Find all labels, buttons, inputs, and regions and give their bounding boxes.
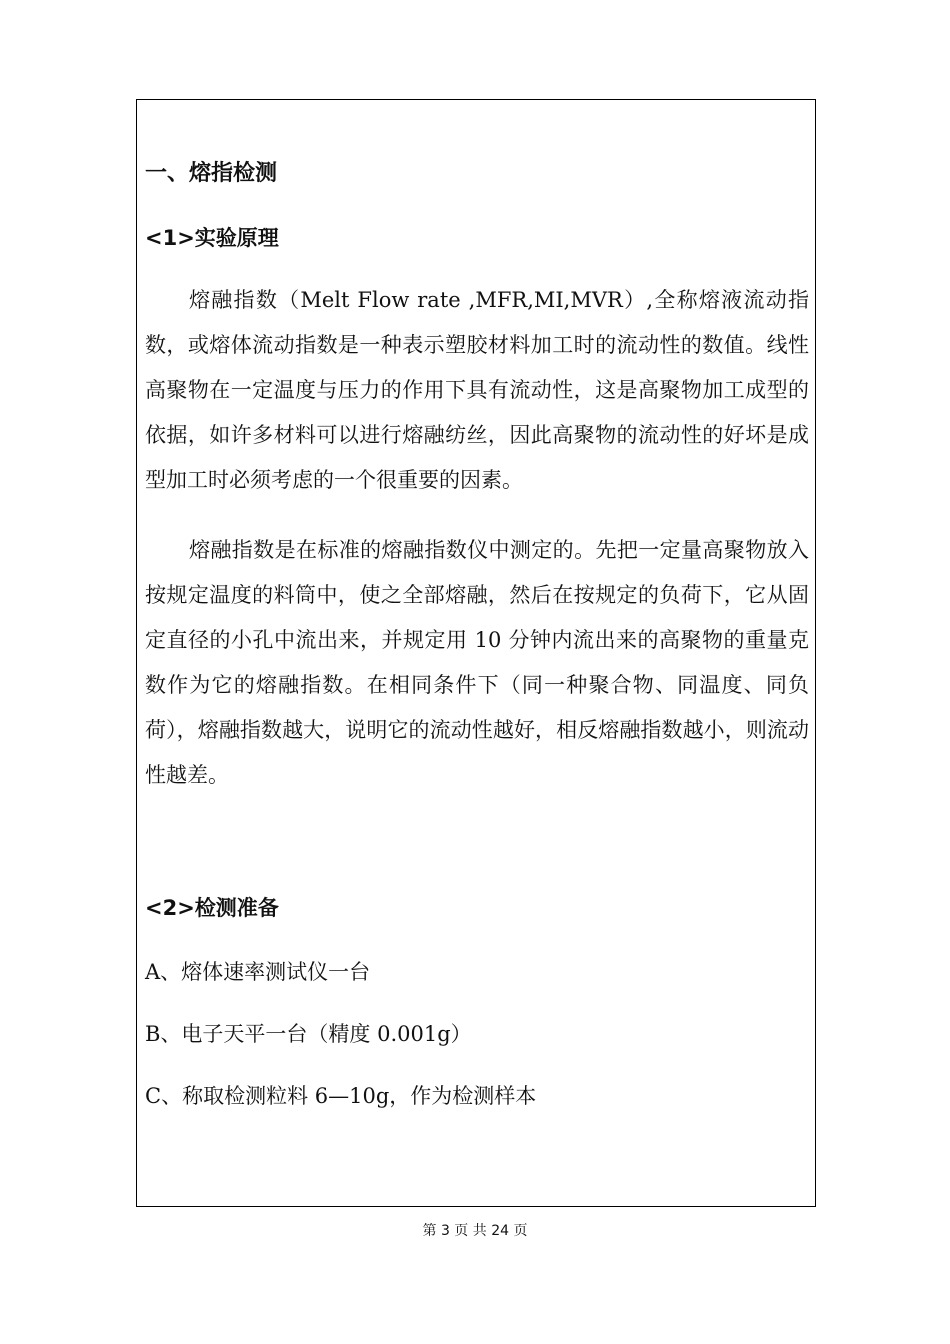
principle-paragraph-1: 熔融指数（Melt Flow rate ,MFR,MI,MVR）,全称熔液流动指数，或熔体流动指数是一种表示塑胶材料加工时的流动性的数值。线性高聚物在一定温度与压力的作用下具有流动性，这是高聚物加工成型的依据，如许多材料可以进行熔融纺丝，因此高聚物的流动性的好坏是成型加工时必须考虑的一个很重要的因素。 bbox=[145, 288, 809, 492]
page-footer: 第 3 页 共 24 页 bbox=[422, 1223, 528, 1239]
preparation-heading: <2>检测准备 bbox=[145, 896, 279, 920]
principle-heading: <1>实验原理 bbox=[145, 226, 279, 250]
principle-paragraph-2: 熔融指数是在标准的熔融指数仪中测定的。先把一定量高聚物放入按规定温度的料筒中，使之全部熔融，然后在按规定的负荷下，它从固定直径的小孔中流出来，并规定用 10 分钟内流出来的高聚物的重量克数作为它的熔融指数。在相同条件下（同一种聚合物、同温度、同负荷），熔融指数越大，说明它的流动性越好，相反熔融指数越小，则流动性越差。 bbox=[145, 538, 809, 787]
preparation-item: C、称取检测粒料 6—10g，作为检测样本 bbox=[145, 1084, 537, 1108]
section-title: 一、熔指检测 bbox=[145, 161, 278, 186]
document-frame bbox=[136, 99, 816, 1207]
preparation-item: A、熔体速率测试仪一台 bbox=[145, 960, 371, 984]
preparation-item: B、电子天平一台（精度 0.001g） bbox=[145, 1022, 472, 1046]
